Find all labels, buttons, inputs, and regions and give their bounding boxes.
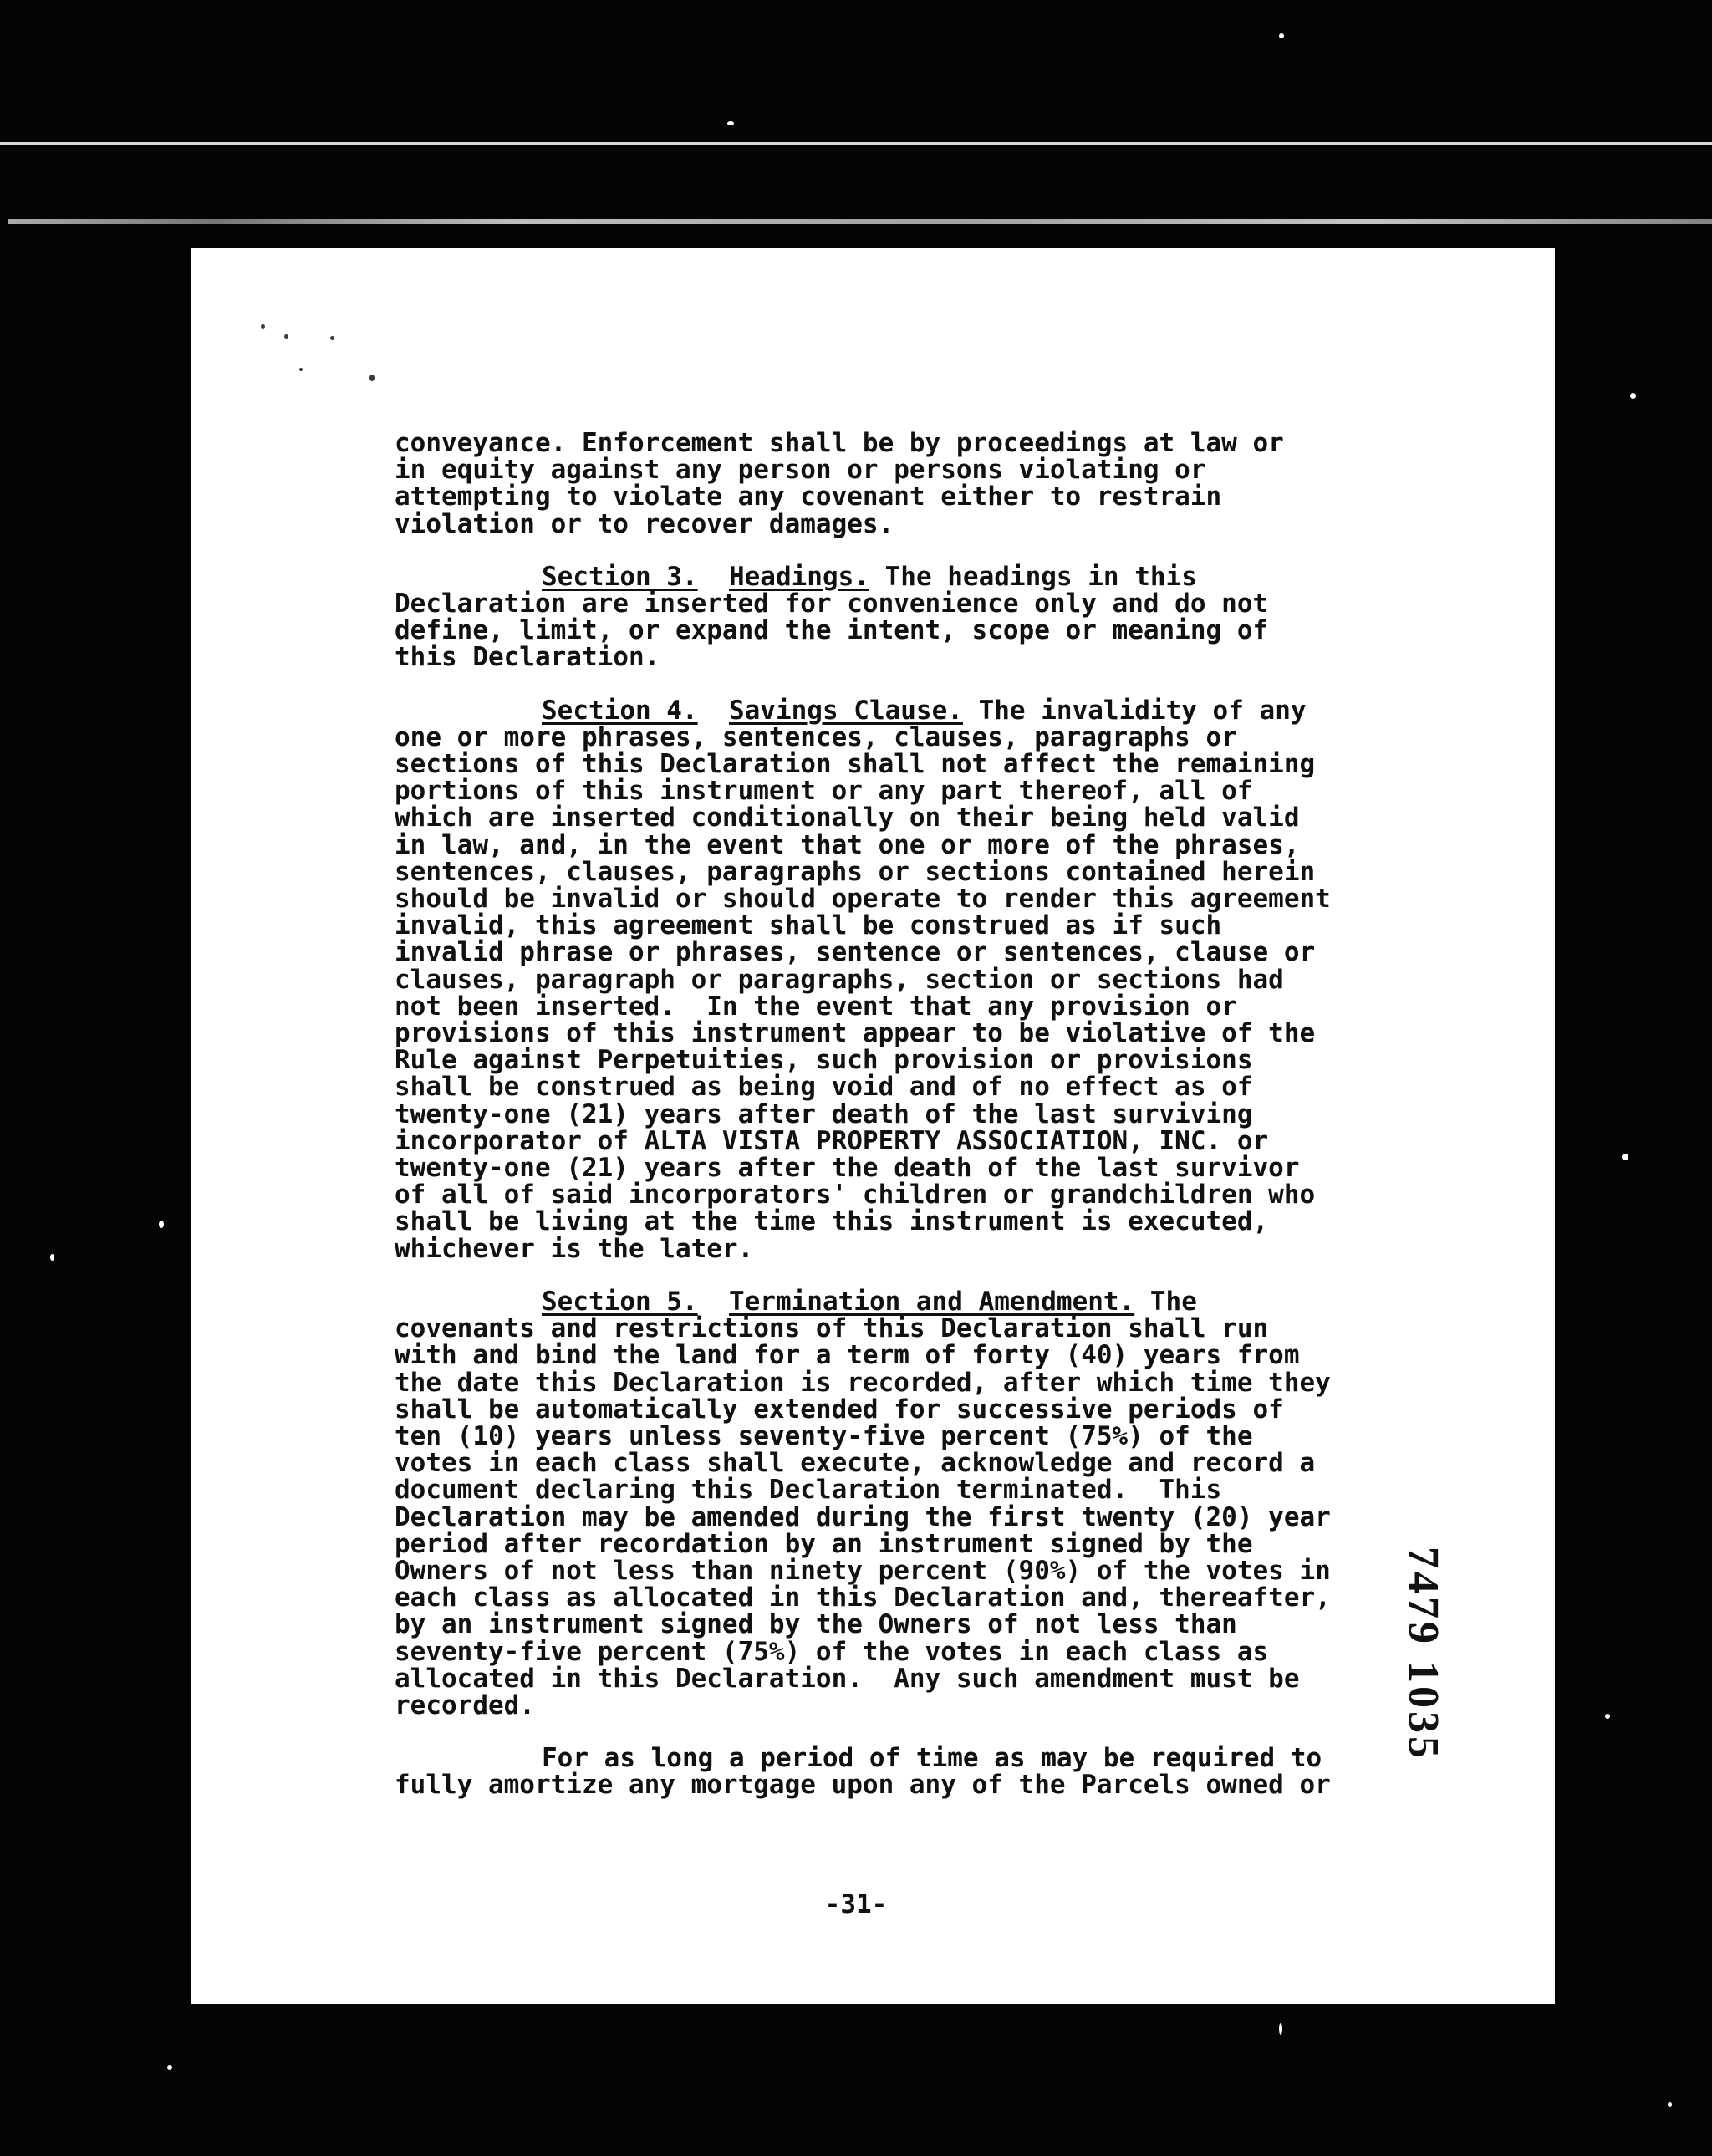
line: Declaration may be amended during the first twenty (20) year [395,1501,1331,1532]
line: the date this Declaration is recorded, after which time they [395,1367,1331,1398]
scan-speck [1279,33,1284,38]
line: which are inserted conditionally on their being held valid [395,803,1300,833]
scan-top-rule [0,142,1712,145]
line: attempting to violate any covenant either to restrain [395,482,1222,512]
page-speck [299,368,303,371]
scan-speck [1279,2023,1282,2035]
line: seventy-five percent (75%) of the votes in each class as [395,1636,1269,1667]
line: this Declaration. [395,642,660,673]
line: conveyance. Enforcement shall be by proceedings at law or [395,428,1284,458]
section-5-label: Section 5. [542,1286,698,1317]
section-5-heading: Termination and Amendment. [728,1286,1135,1317]
scan-speck [167,2065,172,2070]
scan-speck [1622,1154,1628,1160]
line: shall be construed as being void and of no effect as of [395,1072,1253,1103]
line: Rule against Perpetuities, such provision or provisions [395,1045,1253,1076]
line: period after recordation by an instrument signed by the [395,1528,1253,1559]
document-body [395,430,1381,1825]
line: votes in each class shall execute, acknowledge and record a [395,1448,1316,1479]
line: allocated in this Declaration. Any such amendment must be [395,1663,1300,1694]
paragraph-section-3 [395,563,1381,671]
line: The invalidity of any [962,695,1307,726]
line: The [1134,1286,1197,1317]
page-speck [330,336,334,340]
paragraph-section-4 [395,697,1381,1262]
line: violation or to recover damages. [395,508,894,539]
page-number: -31- [824,1889,888,1919]
line: recorded. [395,1690,535,1720]
line: of all of said incorporators' children or grandchildren who [395,1180,1316,1211]
line: whichever is the later. [395,1233,754,1264]
line: by an instrument signed by the Owners of not less than [395,1609,1237,1640]
line: provisions of this instrument appear to be violative of the [395,1018,1316,1049]
line: with and bind the land for a term of forty (40) years from [395,1340,1300,1371]
page-speck [369,375,374,381]
scan-speck [159,1221,164,1228]
line: The headings in this [869,561,1197,592]
line: clauses, paragraph or paragraphs, section or sections had [395,964,1284,995]
line: in law, and, in the event that one or more of the phrases, [395,829,1300,860]
scan-speck [727,121,734,125]
line: fully amortize any mortgage upon any of the Parcels owned or [395,1770,1331,1801]
scan-speck [1668,2102,1672,2107]
paragraph-closing [395,1743,1381,1801]
line: twenty-one (21) years after death of the last surviving [395,1098,1253,1129]
section-3-heading: Headings. [728,561,869,592]
scan-edge-strip [8,219,1712,224]
line: shall be living at the time this instrument is executed, [395,1206,1269,1237]
section-4-heading: Savings Clause. [728,695,963,726]
line: in equity against any person or persons violating or [395,455,1206,486]
line: twenty-one (21) years after the death of the last survivor [395,1153,1300,1184]
line: portions of this instrument or any part thereof, all of [395,776,1253,807]
page-speck [284,334,288,339]
section-4-label: Section 4. [542,695,698,726]
book-page-stamp: 7479 1035 [1399,1547,1447,1761]
line: each class as allocated in this Declaration and, thereafter, [395,1583,1331,1613]
line: should be invalid or should operate to render this agreement [395,884,1331,915]
page-speck [261,324,265,329]
scan-speck [1630,393,1636,399]
line: one or more phrases, sentences, clauses, paragraphs or [395,721,1237,752]
section-3-label: Section 3. [542,561,698,592]
paragraph-enforcement [395,430,1381,538]
line: sections of this Declaration shall not affect the remaining [395,749,1316,780]
line: For as long a period of time as may be required to [542,1743,1322,1774]
line: Owners of not less than ninety percent (90%) of the votes in [395,1555,1331,1586]
line: ten (10) years unless seventy-five percent (75%) of the [395,1420,1253,1451]
line: invalid phrase or phrases, sentence or sentences, clause or [395,937,1316,968]
paragraph-section-5 [395,1288,1381,1719]
line: Declaration are inserted for convenience only and do not [395,589,1269,619]
line: define, limit, or expand the intent, scope or meaning of [395,615,1269,646]
line: not been inserted. In the event that any provision or [395,991,1237,1022]
line: sentences, clauses, paragraphs or sections contained herein [395,856,1316,887]
scan-speck [1605,1714,1610,1719]
line: covenants and restrictions of this Declaration shall run [395,1313,1269,1344]
line: invalid, this agreement shall be construed as if such [395,910,1222,941]
scan-speck [50,1254,54,1261]
line: incorporator of ALTA VISTA PROPERTY ASSOCIATION, INC. or [395,1125,1269,1156]
line: shall be automatically extended for successive periods of [395,1394,1284,1425]
line: document declaring this Declaration terminated. This [395,1475,1222,1506]
